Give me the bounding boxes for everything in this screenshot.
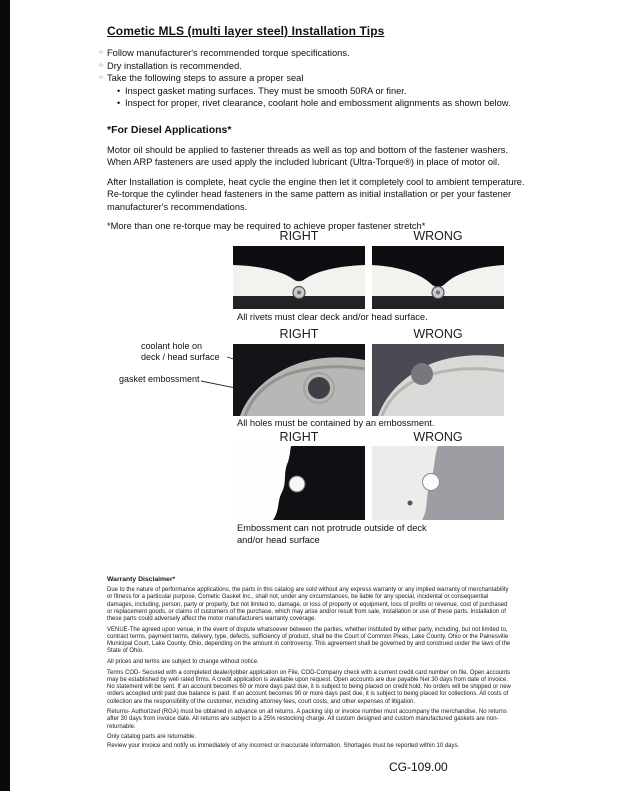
- legal-paragraph: All prices and terms are subject to change without notice.: [107, 659, 259, 666]
- page-code: CG-109.00: [389, 760, 448, 774]
- legal-section: [107, 576, 513, 753]
- embossment-protrude-correct-image: [233, 446, 365, 520]
- embossment-contained-wrong-image: [372, 344, 504, 416]
- tip-text: Inspect for proper, rivet clearance, coolant hole and embossment alignments as shown below.: [125, 98, 511, 108]
- rivet-clearance-wrong-drawing: [372, 246, 504, 309]
- page-title: Cometic MLS (multi layer steel) Installation Tips: [107, 24, 385, 38]
- holes-caption: All holes must be contained by an embossment.: [237, 418, 435, 428]
- legal-paragraph: VENUE-The agreed upon venue, in the event of dispute whatsoever between the parties, whether instituted by either party, including, but not limited to, contract terms, payment terms, delivery, type, defects, sufficiency of product, shall be the Court of Common Pleas, Lake County, Ohio or the Painesville Municipal Court, Lake County, Ohio, depending on the amount in controversy. This agreement shall be governed by and construed under the laws of the State of Ohio.: [107, 626, 511, 655]
- dot-bullet-icon: •: [117, 98, 121, 108]
- wrong-label-holes: WRONG: [413, 327, 463, 341]
- installation-tips-section: [99, 24, 531, 240]
- retorque-note: *More than one re-torque may be required to achieve proper fastener stretch*: [107, 221, 426, 231]
- dot-bullet-icon: •: [117, 85, 121, 96]
- right-label-holes: RIGHT: [279, 327, 319, 341]
- rivet-clearance-correct-drawing: [233, 246, 365, 309]
- page-left-border: [0, 0, 10, 791]
- legal-paragraph: Only catalog parts are returnable.: [107, 734, 197, 741]
- tip-bullet-row: [99, 47, 531, 60]
- embossment-contained-correct-drawing: [233, 344, 365, 416]
- coolant-hole-label: [141, 341, 220, 363]
- diesel-applications-heading: *For Diesel Applications*: [107, 123, 232, 136]
- diesel-paragraph-1: Motor oil should be applied to fastener threads as well as top and bottom of the fastener washers. When ARP fasteners are used apply the included lubricant (Ultra-Torque®) in place of motor oil.: [107, 144, 509, 167]
- embossment-contained-wrong-drawing: [372, 344, 504, 416]
- right-label-rivets: RIGHT: [279, 229, 319, 243]
- tip-bullet-row: [99, 72, 531, 85]
- tip-text: Follow manufacturer's recommended torque specifications.: [107, 48, 350, 58]
- embossment-protrude-correct-drawing: [233, 446, 365, 520]
- legal-paragraph: Review your invoice and notify us immediately of any incorrect or inaccurate information. Shortages must be reported within 10 days.: [107, 742, 460, 749]
- tip-bullet-row: [99, 60, 531, 73]
- circle-bullet-icon: ○: [99, 61, 103, 69]
- wrong-label-protrude: WRONG: [413, 430, 463, 444]
- rivet-clearance-correct-image: [233, 246, 365, 309]
- tip-sub-bullets: [117, 85, 531, 110]
- tip-sub-bullet-row: [117, 97, 531, 110]
- tip-text: Dry installation is recommended.: [107, 60, 242, 71]
- legal-paragraph: Due to the nature of performance applications, the parts in this catalog are sold without any express warranty or any implied warranty of merchantability or fitness for a particular purpose. Cometic Gasket Inc., shall not, under any circumstances, be liable for any special, incidental or consequential damages, including, person, party or property, but not limited to, damage, or loss of property or equipment, loss of profits or revenue, cost of purchased or replacement goods, or claims of customers of the purchase, which may arise and/or result from sale, installation or use of these parts. Installation of these parts could adversely affect the motor manufacturers warranty coverage.: [107, 587, 509, 623]
- coolant-hole-label-line1: coolant hole on: [141, 341, 203, 351]
- wrong-label-rivets: WRONG: [413, 229, 463, 243]
- legal-paragraph: Terms COD- Secured with a completed dealer/jobber application on File, COD-Company check with a current credit card number on file. Open accounts may be established by well rated firms. A credit application is available upon request. Open accounts are due payable Net 30 days from date of invoice. No statement will be sent. If an account becomes 60 or more days past due, it is subject to being placed on credit hold. No orders will be shipped or new orders accepted until past due balance is paid. If an account becomes 90 or more days past due, it is subject to being placed for collections. All costs of collection are the responsibility of the customer, including attorney fees, court costs, and other expenses of litigation.: [107, 669, 511, 705]
- warranty-disclaimer-heading: Warranty Disclaimer*: [107, 576, 176, 583]
- protrude-caption: Embossment can not protrude outside of deck and/or head surface: [237, 523, 427, 545]
- embossment-protrude-wrong-drawing: [372, 446, 504, 520]
- circle-bullet-icon: ○: [99, 74, 103, 81]
- rivet-clearance-wrong-image: [372, 246, 504, 309]
- embossment-contained-correct-image: [233, 344, 365, 416]
- embossment-protrude-wrong-image: [372, 446, 504, 520]
- tip-text: Take the following steps to assure a proper seal: [107, 73, 304, 83]
- tip-sub-bullet-row: [117, 85, 531, 98]
- coolant-hole-label-line2: deck / head surface: [141, 352, 220, 362]
- legal-paragraph: Returns- Authorized (RGA) must be obtained in advance on all returns. A packing slip or invoice number must accompany the merchandise. No returns after 30 days from invoice date. All returns are subject to a 25% restocking charge. All custom designed and custom manufactured gaskets are non-returnable.: [107, 709, 507, 730]
- circle-bullet-icon: ○: [99, 49, 103, 56]
- tip-text: Inspect gasket mating surfaces. They must be smooth 50RA or finer.: [125, 85, 407, 96]
- diesel-paragraph-2: After Installation is complete, heat cycle the engine then let it completely cool to ambient temperature. Re-torque the cylinder head fasteners in the same pattern as initial installation or per your fastener manufacturer's recommendations.: [107, 176, 525, 212]
- right-label-protrude: RIGHT: [279, 430, 319, 444]
- gasket-embossment-label: gasket embossment: [119, 374, 200, 384]
- rivets-caption: All rivets must clear deck and/or head surface.: [237, 312, 428, 322]
